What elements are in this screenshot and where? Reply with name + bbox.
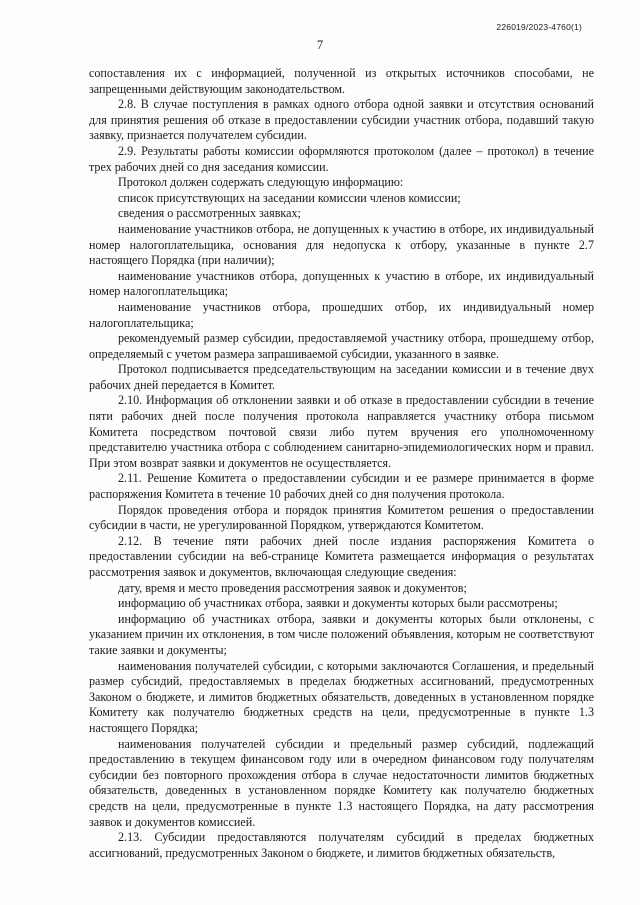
document-body xyxy=(89,66,594,861)
paragraph: сведения о рассмотренных заявках; xyxy=(118,206,301,221)
paragraph: информацию об участниках отбора, заявки и документы которых были рассмотрены; xyxy=(118,596,558,611)
paragraph: Протокол должен содержать следующую информацию: xyxy=(118,175,404,190)
paragraph: рекомендуемый размер субсидии, предоставляемой участнику отбора, прошедшему отбор, определяемый с учетом размера запрашиваемой субсидии, указанного в заявке. xyxy=(89,331,594,361)
paragraph: наименование участников отбора, допущенных к участию в отборе, их индивидуальный номер налогоплательщика; xyxy=(89,268,594,299)
paragraph: наименования получателей субсидии и предельный размер субсидий, подлежащий предоставлению в текущем финансовом году или в очередном финансовом году получателям субсидии без повторного прохождения отбора в случае недостаточности лимитов бюджетных обязательств, доведенных в установленном порядке Комитету как получателю бюджетных средств на цели, предусмотренные в пункте 1.3 настоящего Порядка, на дату рассмотрения заявок и документов комиссией. xyxy=(89,736,594,829)
paragraph: Порядок проведения отбора и порядок принятия Комитетом решения о предоставлении субсидии в части, не урегулированной Порядком, утверждаются Комитетом. xyxy=(89,502,594,533)
paragraph: 2.10. Информация об отклонении заявки и об отказе в предоставлении субсидии в течение пяти рабочих дней после получения протокола направляется участнику отбора письмом Комитета посредством почтовой связи либо путем вручения его уполномоченному представителю участника отбора с соблюдением санитарно-эпидемиологических норм и правил. При этом возврат заявки и документов не осуществляется. xyxy=(89,393,594,470)
paragraph: 2.11. Решение Комитета о предоставлении субсидии и ее размере принимается в форме распоряжения Комитета в течение 10 рабочих дней со дня получения протокола. xyxy=(89,471,594,502)
document-registration-number: 226019/2023-4760(1) xyxy=(496,22,582,32)
paragraph: сопоставления их с информацией, полученной из открытых источников способами, не запрещенными действующим законодательством. xyxy=(89,66,594,96)
paragraph: 2.13. Субсидии предоставляются получателям субсидий в пределах бюджетных ассигнований, предусмотренных Законом о бюджете, и лимитов бюджетных обязательств, xyxy=(89,830,594,860)
paragraph: список присутствующих на заседании комиссии членов комиссии; xyxy=(118,190,461,205)
paragraph: 2.8. В случае поступления в рамках одного отбора одной заявки и отсутствия оснований для принятия решения об отказе в предоставлении субсидии участник отбора, подавший такую заявку, признается получателем субсидии. xyxy=(89,97,594,143)
paragraph: наименование участников отбора, не допущенных к участию в отборе, их индивидуальный номер налогоплательщика, основания для недопуска к отбору, указанные в пункте 2.7 настоящего Порядка (при наличии); xyxy=(89,221,594,268)
paragraph: наименования получателей субсидии, с которыми заключаются Соглашения, и предельный размер субсидий, предоставляемых в пределах бюджетных ассигнований, предусмотренных Законом о бюджете, и лимитов бюджетных обязательств, доведенных в установленном порядке Комитету как получателю бюджетных средств на цели, предусмотренные в пункте 1.3 настоящего Порядка; xyxy=(89,658,594,735)
paragraph: дату, время и место проведения рассмотрения заявок и документов; xyxy=(118,580,467,595)
paragraph: наименование участников отбора, прошедших отбор, их индивидуальный номер налогоплательщика; xyxy=(89,299,594,330)
paragraph: Протокол подписывается председательствующим на заседании комиссии и в течение двух рабочих дней передается в Комитет. xyxy=(89,362,594,392)
paragraph: 2.12. В течение пяти рабочих дней после издания распоряжения Комитета о предоставлении субсидии на веб-странице Комитета размещается информация о результатах рассмотрения заявок и документов, включающая следующие сведения: xyxy=(89,533,594,579)
paragraph: 2.9. Результаты работы комиссии оформляются протоколом (далее – протокол) в течение трех рабочих дней со дня заседания комиссии. xyxy=(89,143,594,174)
paragraph: информацию об участниках отбора, заявки и документы которых были отклонены, с указанием причин их отклонения, в том числе положений объявления, которым не соответствуют такие заявки и документы; xyxy=(89,611,594,657)
page-number: 7 xyxy=(316,38,324,52)
